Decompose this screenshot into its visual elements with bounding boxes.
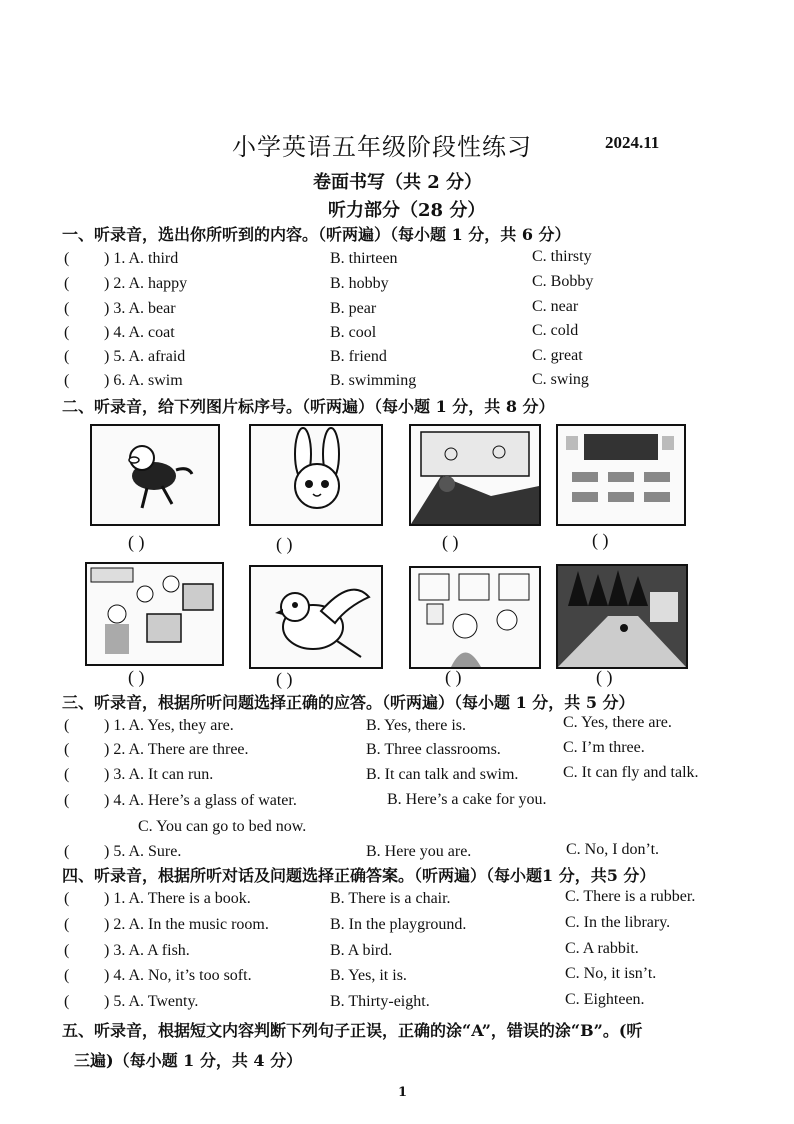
section-4-heading: 四、听录音，根据所听对话及问题选择正确答案。（听两遍）（每小题1 分，共5 分） [62, 866, 656, 885]
answer-paren[interactable]: ( [64, 717, 70, 734]
answer-paren[interactable]: ( [64, 300, 70, 317]
s4-question-1-option-a: ) 1. A. There is a book. [104, 890, 251, 907]
computer-icon [87, 564, 222, 664]
question-3-option-a: ) 3. A. bear [104, 300, 176, 317]
answer-paren[interactable]: ( [64, 792, 70, 809]
picture-1-answer-blank[interactable]: ( ) [128, 532, 145, 552]
answer-paren[interactable]: ( [64, 890, 70, 907]
s4-question-2-option-b: B. In the playground. [330, 916, 467, 933]
s4-question-3-option-a: ) 3. A. A fish. [104, 942, 190, 959]
section-2-heading: 二、听录音，给下列图片标序号。（听两遍）（每小题 1 分，共 8 分） [62, 397, 555, 416]
question-3-option-b: B. pear [330, 300, 377, 317]
question-6-option-a: ) 6. A. swim [104, 372, 183, 389]
s4-question-5-option-a: ) 5. A. Twenty. [104, 993, 199, 1010]
s4-question-1-option-b: B. There is a chair. [330, 890, 451, 907]
desks-icon [558, 426, 684, 524]
section-1-heading: 一、听录音，选出你所听到的内容。（听两遍）（每小题 1 分，共 6 分） [62, 225, 571, 244]
question-6-option-b: B. swimming [330, 372, 417, 389]
question-6-option-c: C. swing [532, 371, 589, 388]
s3-question-4-option-a: ) 4. A. Here’s a glass of water. [104, 792, 297, 809]
section-3-heading: 三、听录音，根据所听问题选择正确的应答。（听两遍）（每小题 1 分，共 5 分） [62, 693, 635, 712]
rabbit-picture [249, 424, 383, 526]
s3-question-3-option-c: C. It can fly and talk. [563, 764, 699, 781]
s3-question-5-option-a: ) 5. A. Sure. [104, 843, 182, 860]
question-5-option-a: ) 5. A. afraid [104, 348, 186, 365]
art-room-picture [409, 566, 541, 669]
question-1-option-c: C. thirsty [532, 248, 592, 265]
children-at-board-picture [409, 424, 541, 526]
s3-question-5-option-b: B. Here you are. [366, 843, 472, 860]
s3-question-2-option-a: ) 2. A. There are three. [104, 741, 249, 758]
question-2-option-c: C. Bobby [532, 273, 594, 290]
answer-paren[interactable]: ( [64, 916, 70, 933]
question-5-option-b: B. friend [330, 348, 387, 365]
question-5-option-c: C. great [532, 347, 583, 364]
answer-paren[interactable]: ( [64, 250, 70, 267]
picture-2-answer-blank[interactable]: ( ) [276, 534, 293, 554]
s3-question-3-option-b: B. It can talk and swim. [366, 766, 519, 783]
pig-running-picture [90, 424, 220, 526]
picture-7-answer-blank[interactable]: ( ) [445, 667, 462, 687]
question-4-option-a: ) 4. A. coat [104, 324, 175, 341]
answer-paren[interactable]: ( [64, 324, 70, 341]
section-5-heading-line2: 三遍)（每小题 1 分，共 4 分） [74, 1051, 303, 1070]
s4-question-2-option-a: ) 2. A. In the music room. [104, 916, 269, 933]
forest-road-picture [556, 564, 688, 669]
s3-question-2-option-c: C. I’m three. [563, 739, 645, 756]
empty-classroom-picture [556, 424, 686, 526]
answer-paren[interactable]: ( [64, 348, 70, 365]
answer-paren[interactable]: ( [64, 766, 70, 783]
answer-paren[interactable]: ( [64, 993, 70, 1010]
s3-question-1-option-a: ) 1. A. Yes, they are. [104, 717, 234, 734]
answer-paren[interactable]: ( [64, 741, 70, 758]
classroom-icon [411, 426, 539, 524]
s3-question-2-option-b: B. Three classrooms. [366, 741, 501, 758]
page-title: 小学英语五年级阶段性练习 [232, 133, 532, 161]
s4-question-2-option-c: C. In the library. [565, 914, 671, 931]
s4-question-5-option-b: B. Thirty-eight. [330, 993, 430, 1010]
s3-question-4-option-c: C. You can go to bed now. [138, 818, 307, 835]
s4-question-5-option-c: C. Eighteen. [565, 991, 645, 1008]
s3-question-1-option-c: C. Yes, there are. [563, 714, 672, 731]
answer-paren[interactable]: ( [64, 942, 70, 959]
section-5-heading-line1: 五、听录音，根据短文内容判断下列句子正误，正确的涂“A”，错误的涂“B”。(听 [62, 1021, 643, 1040]
painting-icon [411, 568, 539, 667]
picture-3-answer-blank[interactable]: ( ) [442, 532, 459, 552]
answer-paren[interactable]: ( [64, 843, 70, 860]
s4-question-4-option-c: C. No, it isn’t. [565, 965, 657, 982]
s3-question-5-option-c: C. No, I don’t. [566, 841, 660, 858]
answer-paren[interactable]: ( [64, 967, 70, 984]
s3-question-3-option-a: ) 3. A. It can run. [104, 766, 214, 783]
picture-6-answer-blank[interactable]: ( ) [276, 669, 293, 689]
s4-question-3-option-c: C. A rabbit. [565, 940, 639, 957]
bird-picture [249, 565, 383, 669]
page-number: 1 [398, 1085, 408, 1100]
answer-paren[interactable]: ( [64, 275, 70, 292]
s3-question-4-option-b: B. Here’s a cake for you. [387, 791, 547, 808]
question-3-option-c: C. near [532, 298, 579, 315]
s3-question-1-option-b: B. Yes, there is. [366, 717, 467, 734]
question-4-option-b: B. cool [330, 324, 377, 341]
question-4-option-c: C. cold [532, 322, 579, 339]
question-1-option-b: B. thirteen [330, 250, 398, 267]
question-2-option-a: ) 2. A. happy [104, 275, 188, 292]
rabbit-icon [251, 426, 381, 524]
s4-question-1-option-c: C. There is a rubber. [565, 888, 696, 905]
exam-date: 2024.11 [605, 133, 660, 152]
picture-8-answer-blank[interactable]: ( ) [596, 667, 613, 687]
question-1-option-a: ) 1. A. third [104, 250, 179, 267]
bird-icon [251, 567, 381, 667]
answer-paren[interactable]: ( [64, 372, 70, 389]
s4-question-4-option-b: B. Yes, it is. [330, 967, 407, 984]
handwriting-score-note: 卷面书写（共 2 分） [313, 172, 483, 193]
listening-part-title: 听力部分（28 分） [328, 200, 486, 221]
picture-4-answer-blank[interactable]: ( ) [592, 530, 609, 550]
s4-question-4-option-a: ) 4. A. No, it’s too soft. [104, 967, 252, 984]
forest-icon [558, 566, 686, 667]
question-2-option-b: B. hobby [330, 275, 389, 292]
pig-icon [92, 426, 218, 524]
s4-question-3-option-b: B. A bird. [330, 942, 393, 959]
picture-5-answer-blank[interactable]: ( ) [128, 667, 145, 687]
computer-room-picture [85, 562, 224, 666]
